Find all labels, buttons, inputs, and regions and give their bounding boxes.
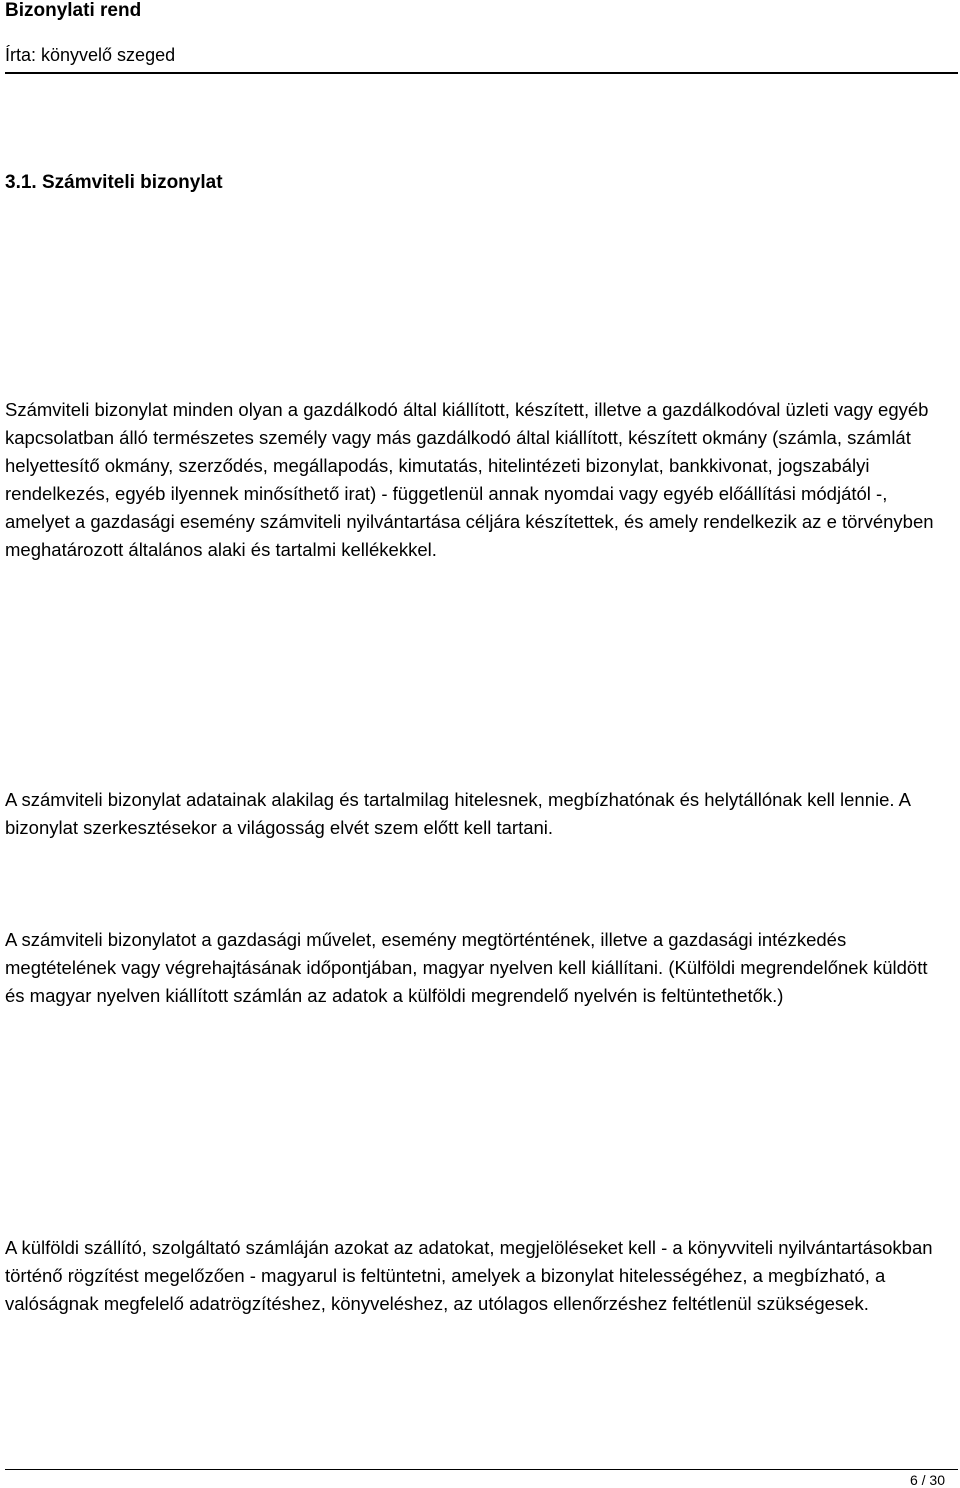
document-title: Bizonylati rend (5, 0, 142, 21)
page-number: 6 / 30 (909, 1472, 945, 1488)
section-heading: 3.1. Számviteli bizonylat (5, 172, 223, 193)
paragraph-issuance: A számviteli bizonylatot a gazdasági művelet, esemény megtörténtének, illetve a gazdasági intézkedés megtételének vagy végrehajtásának időpontjában, magyar nyelven kell kiállítani. (Külföldi megrendelőnek küldött és magyar nyelven kiállított számlán az adatok a külföldi megrendelő nyelvén is feltüntethetők.) (5, 929, 928, 1006)
paragraph-authenticity: A számviteli bizonylat adatainak alakilag és tartalmilag hitelesnek, megbízhatónak és helytállónak kell lennie. A bizonylat szerkesztésekor a világosság elvét szem előtt kell tartani. (5, 789, 910, 838)
paragraph-foreign-supplier: A külföldi szállító, szolgáltató számláján azokat az adatokat, megjelöléseket kell - a könyvviteli nyilvántartásokban történő rögzítést megelőzően - magyarul is feltüntetni, amelyek a bizonylat hitelességéhez, a megbízható, a valóságnak megfelelő adatrögzítéshez, könyveléshez, az utólagos ellenőrzéshez feltétlenül szükségesek. (5, 1237, 933, 1314)
header-divider (5, 72, 958, 74)
paragraph-definition: Számviteli bizonylat minden olyan a gazdálkodó által kiállított, készített, illetve a gazdálkodóval üzleti vagy egyéb kapcsolatban álló természetes személy vagy más gazdálkodó által kiállított, készített okmány (számla, számlát helyettesítő okmány, szerződés, megállapodás, kimutatás, hitelintézeti bizonylat, bankkivonat, jogszabályi rendelkezés, egyéb ilyennek minősíthető irat) - függetlenül annak nyomdai vagy egyéb előállítási módjától -, amelyet a gazdasági esemény számviteli nyilvántartása céljára készítettek, és amely rendelkezik az e törvényben meghatározott általános alaki és tartalmi kellékekkel. (5, 399, 934, 560)
footer-divider (5, 1469, 958, 1470)
document-author: Írta: könyvelő szeged (5, 45, 176, 65)
